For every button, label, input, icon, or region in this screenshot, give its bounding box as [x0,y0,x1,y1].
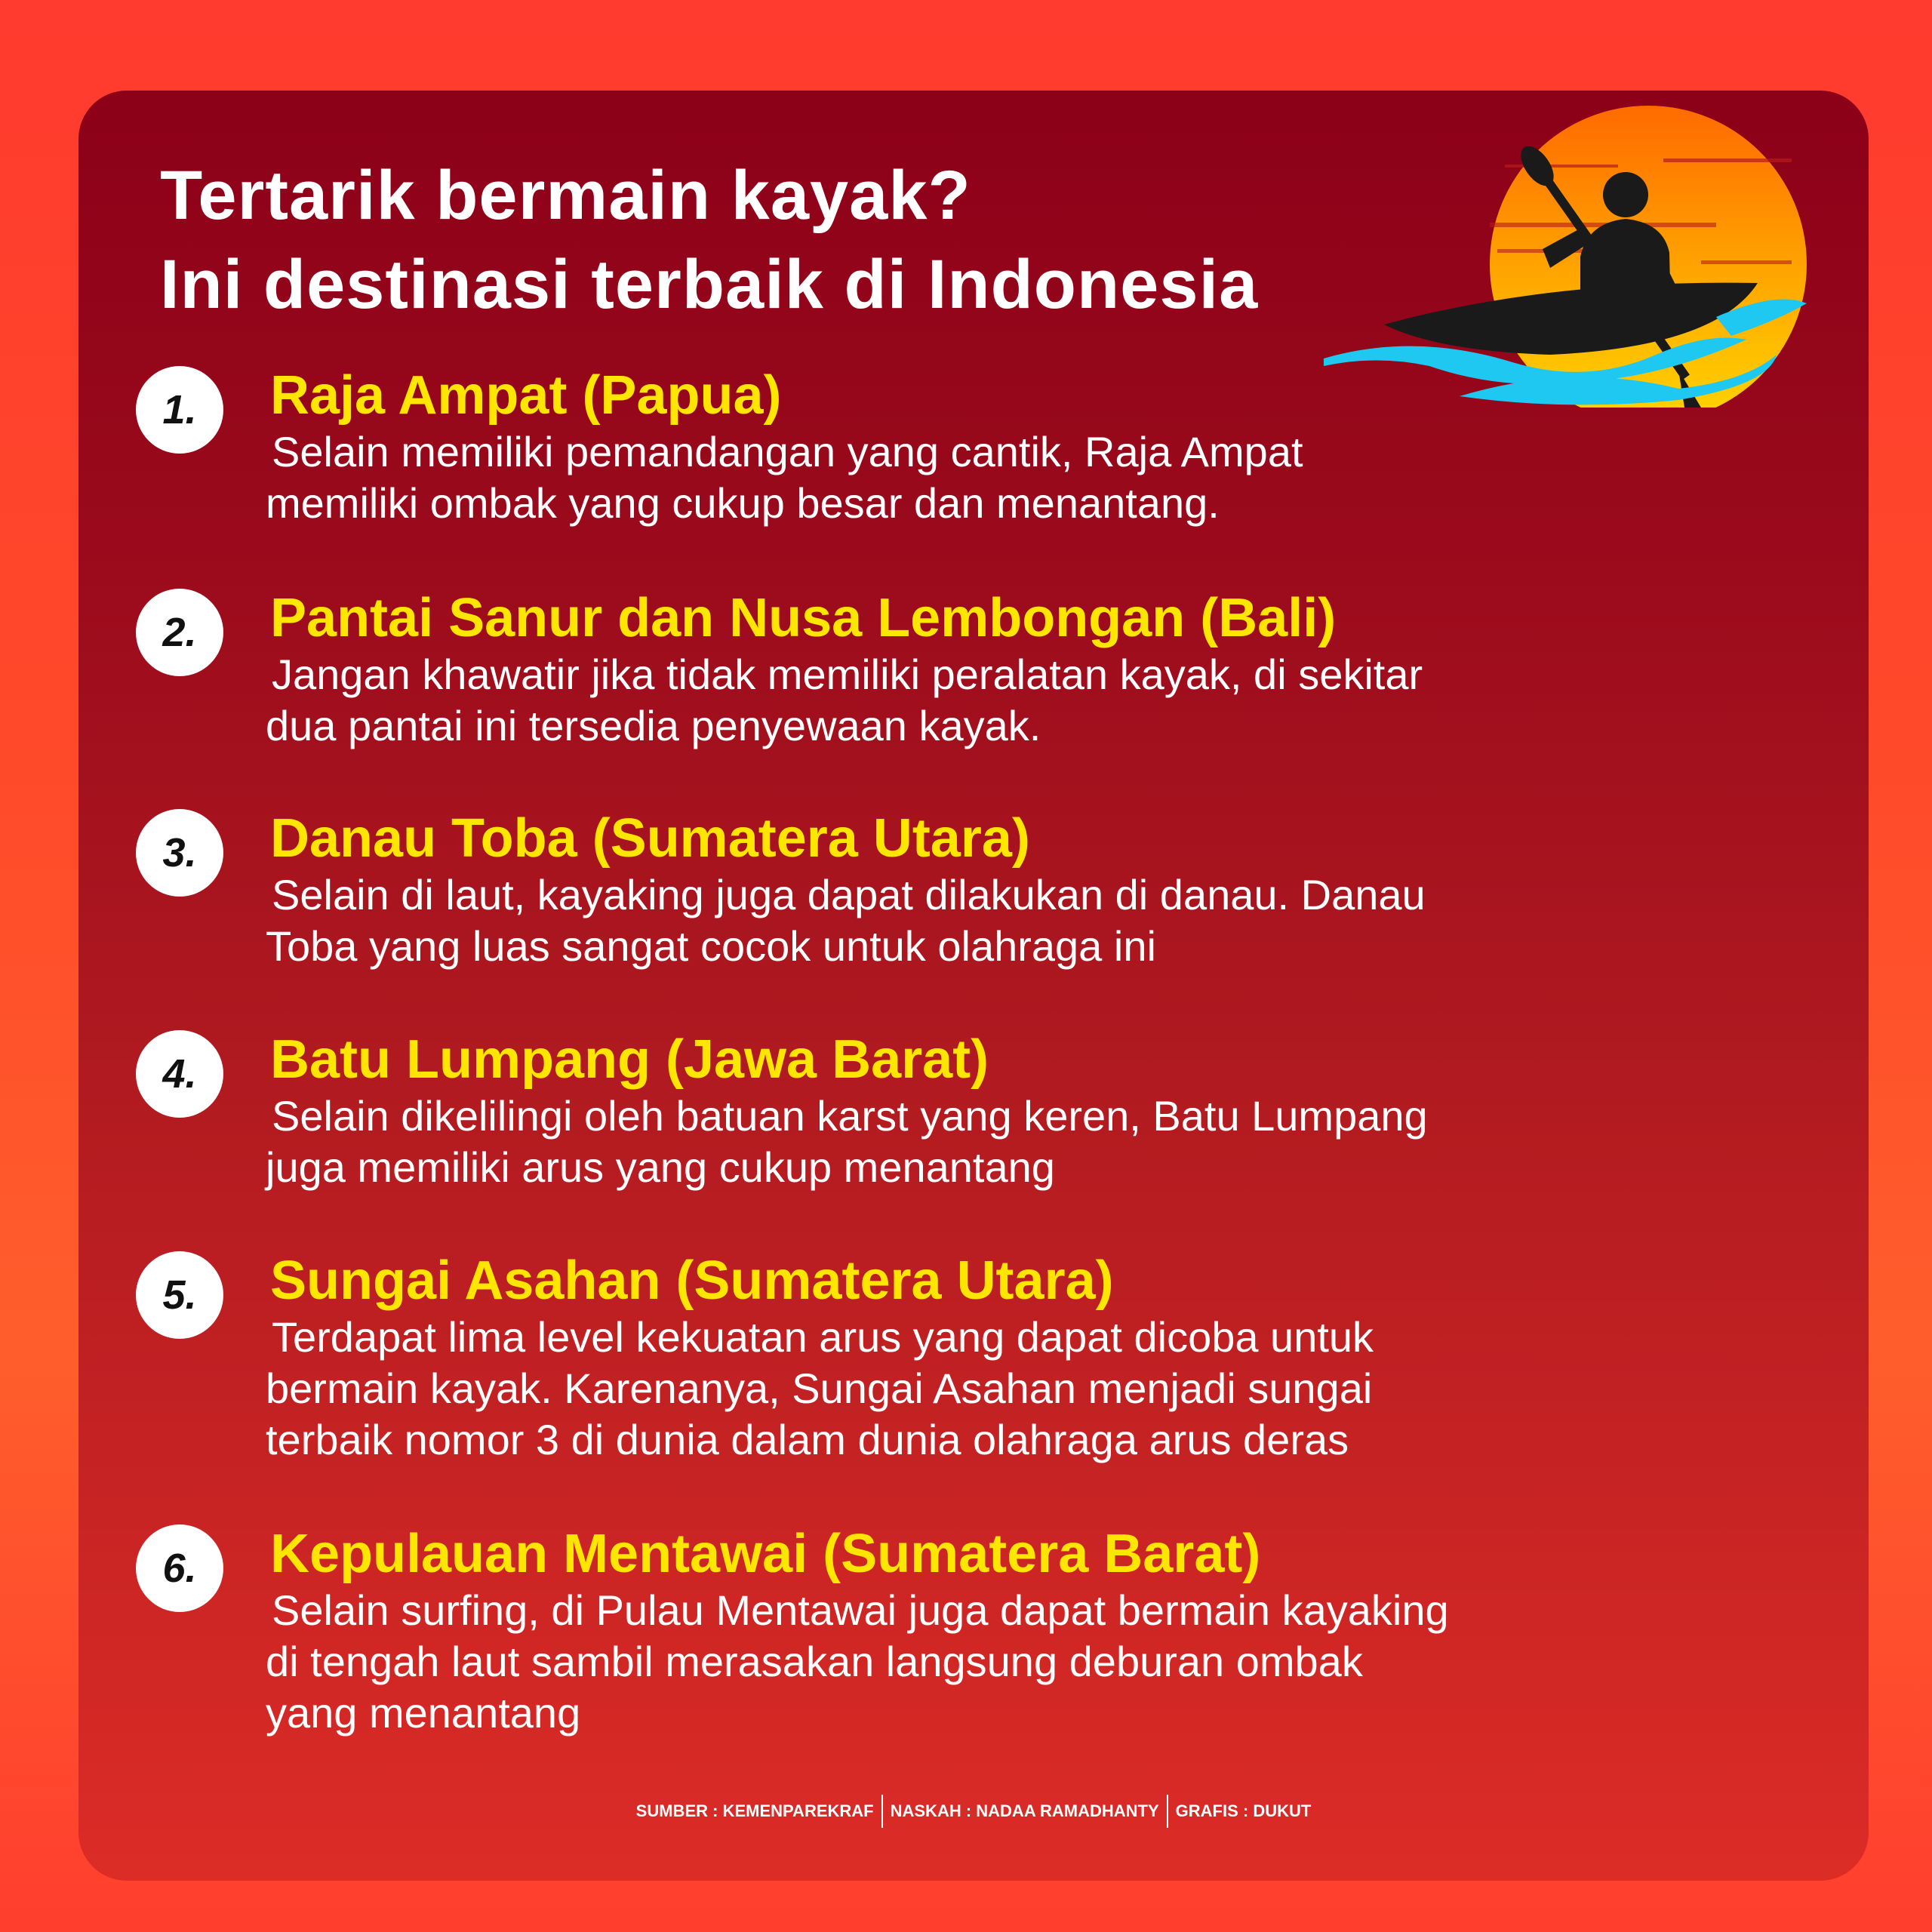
item-description [266,869,1760,972]
item-description [266,1585,1760,1739]
item-description-line: Selain memiliki pemandangan yang cantik, Raja Ampat [272,428,1303,475]
item-number-badge: 1. [136,366,223,454]
item-description-line: terbaik nomor 3 di dunia dalam dunia olahraga arus deras [266,1416,1349,1463]
credit-divider [1167,1795,1168,1828]
credit-divider [881,1795,883,1828]
kayaker-sunset-icon [1324,91,1807,408]
item-title: Sungai Asahan (Sumatera Utara) [270,1251,1114,1311]
item-description-line: yang menantang [266,1689,581,1737]
item-description-line: dua pantai ini tersedia penyewaan kayak. [266,702,1041,749]
item-description [266,1312,1760,1466]
item-number-badge: 3. [136,809,223,897]
item-description-line: juga memiliki arus yang cukup menantang [266,1143,1055,1191]
item-description-line: Selain di laut, kayaking juga dapat dilakukan di danau. Danau [272,871,1426,918]
item-description [266,1091,1760,1193]
item-description-line: memiliki ombak yang cukup besar dan menantang. [266,479,1220,527]
item-description-line: bermain kayak. Karenanya, Sungai Asahan menjadi sungai [266,1364,1373,1412]
item-number-badge: 6. [136,1524,223,1612]
item-description-line: di tengah laut sambil merasakan langsung deburan ombak [266,1638,1363,1685]
item-number-badge: 5. [136,1251,223,1339]
item-description-line: Selain surfing, di Pulau Mentawai juga dapat bermain kayaking [272,1586,1449,1634]
item-title: Kepulauan Mentawai (Sumatera Barat) [270,1524,1261,1584]
page-title [160,151,1258,329]
credits-footer [78,1795,1869,1828]
credit-graphics: GRAFIS : DUKUT [1175,1801,1312,1820]
item-description-line: Jangan khawatir jika tidak memiliki peralatan kayak, di sekitar [272,651,1423,698]
credit-source: SUMBER : KEMENPAREKRAF [635,1801,874,1820]
item-title: Danau Toba (Sumatera Utara) [270,808,1030,869]
item-number-badge: 4. [136,1030,223,1118]
item-description-line: Terdapat lima level kekuatan arus yang dapat dicoba untuk [272,1313,1374,1361]
item-title: Batu Lumpang (Jawa Barat) [270,1029,989,1090]
item-title: Pantai Sanur dan Nusa Lembongan (Bali) [270,588,1337,648]
content-card [78,91,1869,1881]
item-description-line: Toba yang luas sangat cocok untuk olahraga ini [266,922,1156,970]
title-line-2: Ini destinasi terbaik di Indonesia [160,246,1259,323]
item-description [266,426,1760,529]
item-number-badge: 2. [136,589,223,676]
item-description-line: Selain dikelilingi oleh batuan karst yang keren, Batu Lumpang [272,1092,1428,1140]
item-title: Raja Ampat (Papua) [270,365,782,426]
item-description [266,649,1760,752]
title-line-1: Tertarik bermain kayak? [160,157,971,234]
credit-script: NASKAH : NADAA RAMADHANTY [890,1801,1159,1820]
